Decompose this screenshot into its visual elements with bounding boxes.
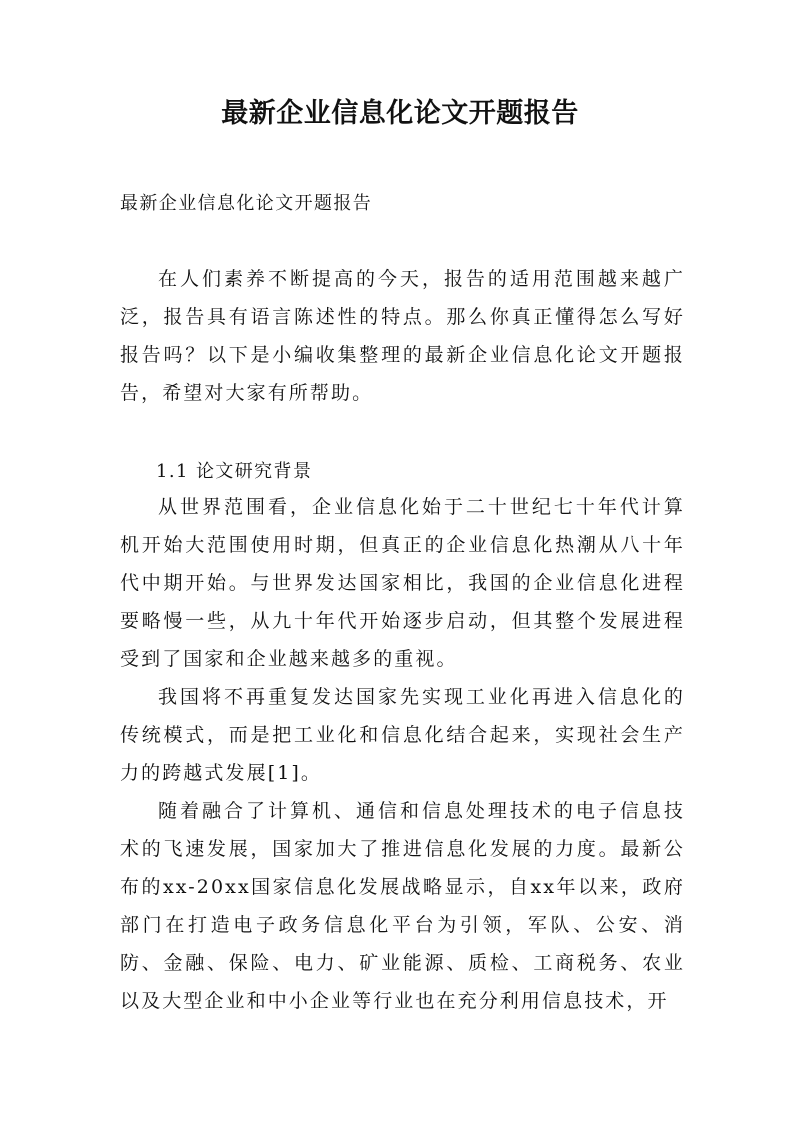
body-paragraph-3: 随着融合了计算机、通信和信息处理技术的电子信息技术的飞速发展，国家加大了推进信息化发展的力度。最新公布的xx-20xx国家信息化发展战略显示，自xx年以来，政府部门在打造电子政务信息化平台为引领，军队、公安、消防、金融、保险、电力、矿业能源、质检、工商税务、农业以及大型企业和中小企业等行业也在充分利用信息技术，开 xyxy=(120,800,685,1012)
section-heading: 1.1 论文研究背景 xyxy=(156,461,313,482)
document-subtitle: 最新企业信息化论文开题报告 xyxy=(120,193,373,214)
document-title: 最新企业信息化论文开题报告 xyxy=(221,98,579,129)
body-paragraph-2: 我国将不再重复发达国家先实现工业化再进入信息化的传统模式，而是把工业化和信息化结合起来，实现社会生产力的跨越式发展[1]。 xyxy=(120,686,685,784)
intro-paragraph: 在人们素养不断提高的今天，报告的适用范围越来越广泛，报告具有语言陈述性的特点。那么你真正懂得怎么写好报告吗？以下是小编收集整理的最新企业信息化论文开题报告，希望对大家有所帮助。 xyxy=(120,268,685,404)
body-paragraph-1: 从世界范围看，企业信息化始于二十世纪七十年代计算机开始大范围使用时期，但真正的企业信息化热潮从八十年代中期开始。与世界发达国家相比，我国的企业信息化进程要略慢一些，从九十年代开始逐步启动，但其整个发展进程受到了国家和企业越来越多的重视。 xyxy=(120,496,685,670)
